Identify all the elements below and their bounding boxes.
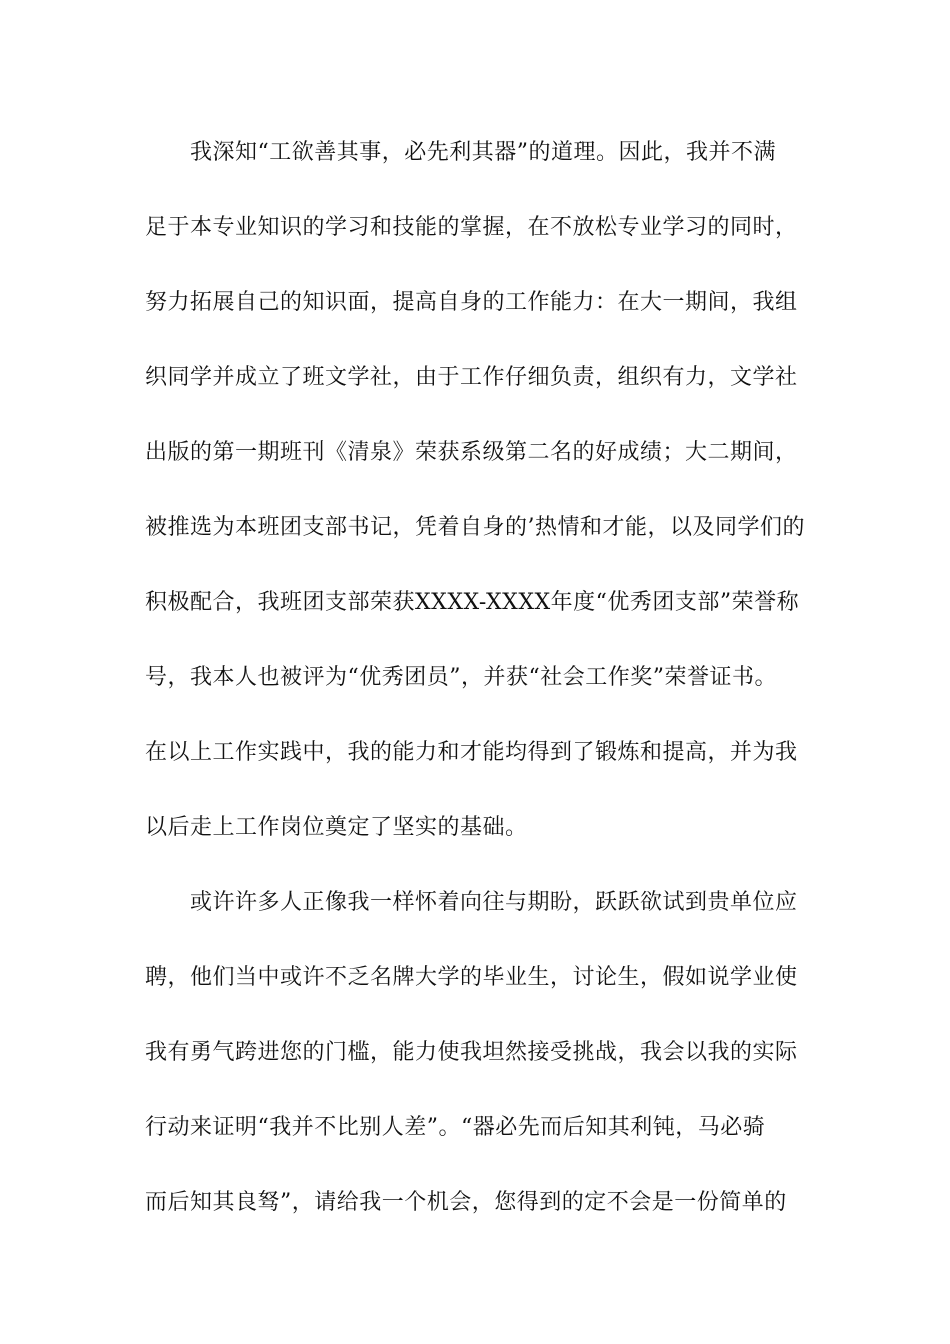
paragraph-1-line-9: 在以上工作实践中，我的能力和才能均得到了锻炼和提高，并为我	[145, 740, 798, 765]
paragraph-1-line-10: 以后走上工作岗位奠定了坚实的基础。	[145, 815, 528, 840]
paragraph-2-line-4: 行动来证明“我并不比别人差”。“器必先而后知其利钝，马必骑	[145, 1115, 766, 1140]
paragraph-1-line-7: 积极配合，我班团支部荣获XXXX-XXXX年度“优秀团支部”荣誉称	[145, 590, 800, 615]
paragraph-2-line-3: 我有勇气跨进您的门槛，能力使我坦然接受挑战，我会以我的实际	[145, 1040, 798, 1065]
paragraph-1-line-3: 努力拓展自己的知识面，提高自身的工作能力：在大一期间，我组	[145, 290, 798, 315]
paragraph-1-line-5: 出版的第一期班刊《清泉》荣获系级第二名的好成绩；大二期间，	[145, 440, 798, 465]
paragraph-1-line-2: 足于本专业知识的学习和技能的掌握，在不放松专业学习的同时，	[145, 215, 798, 240]
paragraph-1-line-8: 号，我本人也被评为“优秀团员”，并获“社会工作奖”荣誉证书。	[145, 665, 777, 690]
paragraph-1-line-4: 织同学并成立了班文学社，由于工作仔细负责，组织有力，文学社	[145, 365, 798, 390]
paragraph-2-line-2: 聘，他们当中或许不乏名牌大学的毕业生，讨论生，假如说学业使	[145, 965, 798, 990]
paragraph-2-line-5: 而后知其良驽”，请给我一个机会，您得到的定不会是一份简单的	[145, 1190, 787, 1215]
paragraph-1-line-6: 被推选为本班团支部书记，凭着自身的’热情和才能，以及同学们的	[145, 515, 805, 540]
paragraph-2-line-1: 或许许多人正像我一样怀着向往与期盼，跃跃欲试到贵单位应	[190, 890, 798, 915]
paragraph-1-line-1: 我深知“工欲善其事，必先利其器”的道理。因此，我并不满	[190, 140, 776, 165]
